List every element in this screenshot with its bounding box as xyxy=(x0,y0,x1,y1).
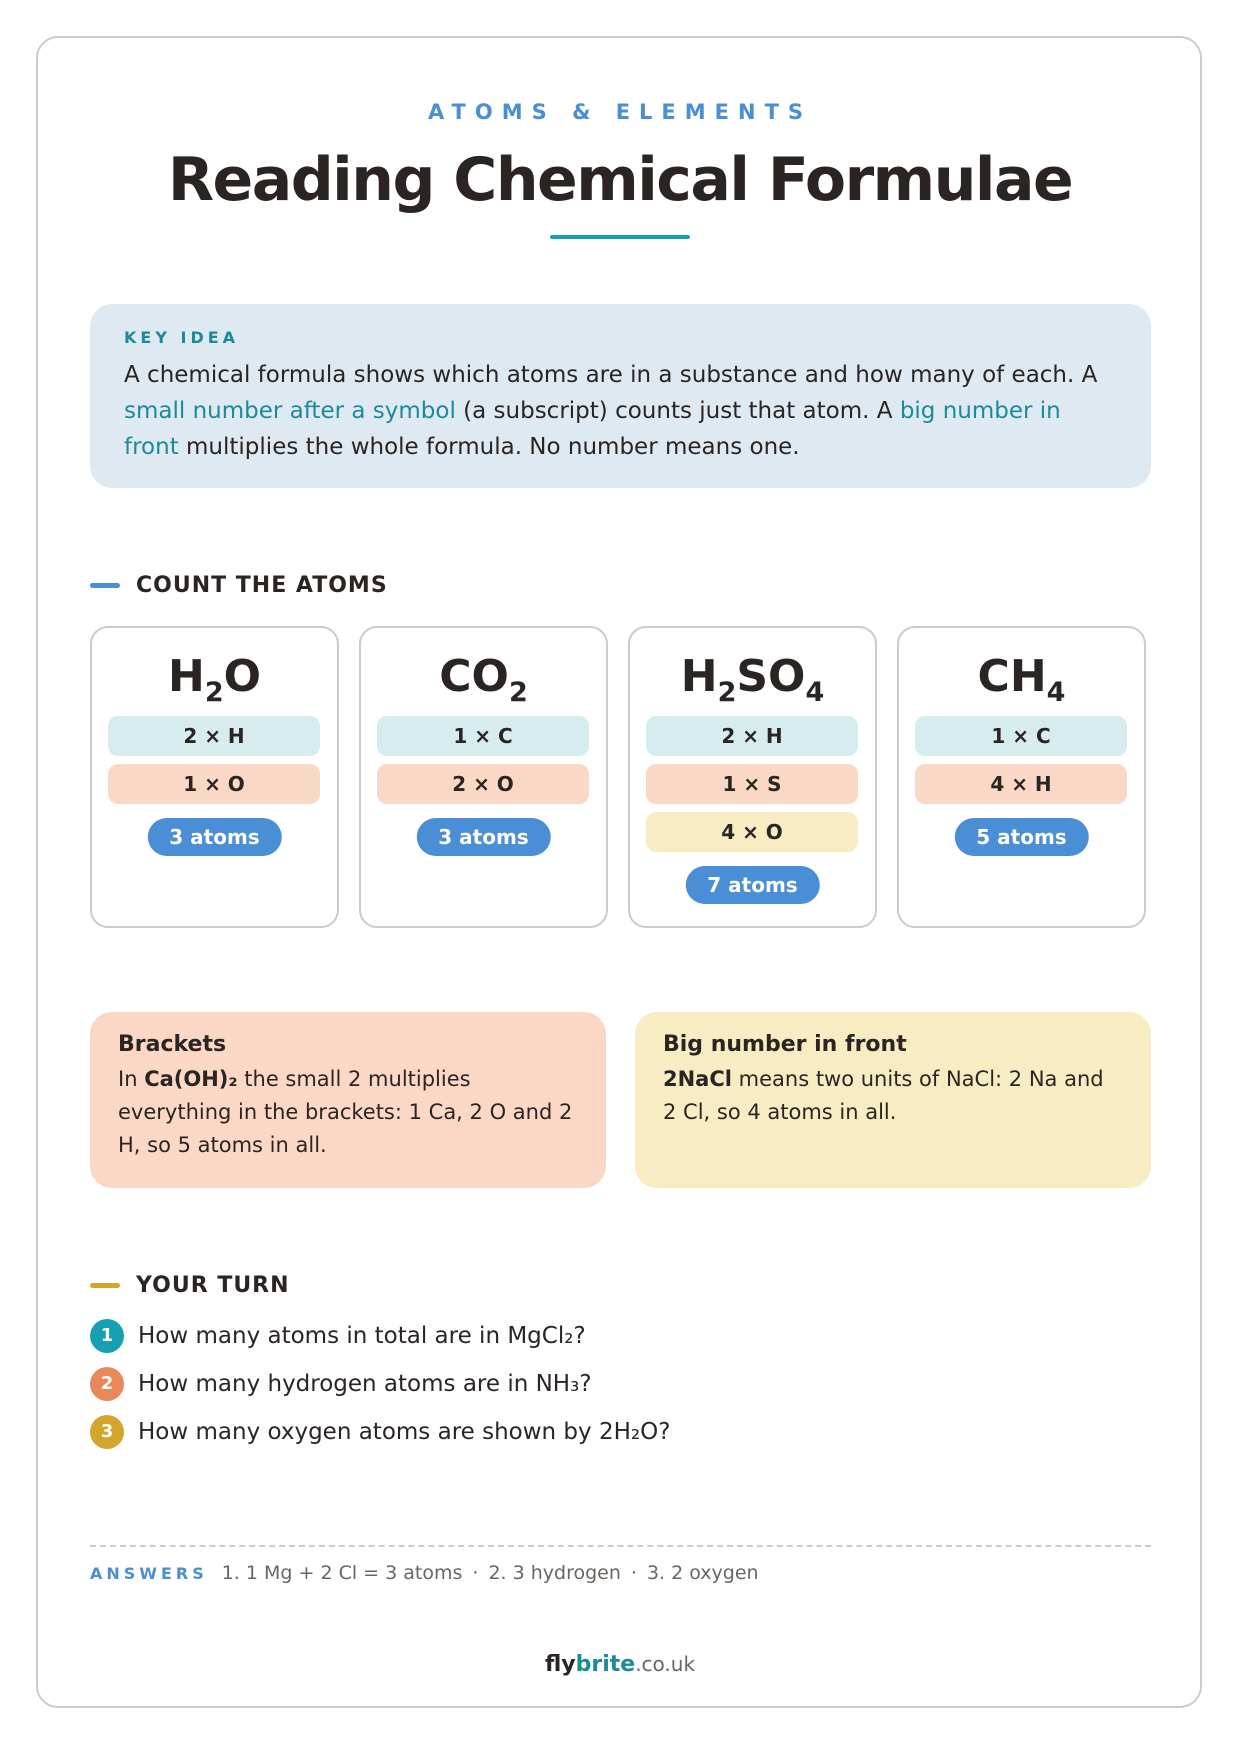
formula-part: CO xyxy=(439,651,509,702)
formula-part: O xyxy=(223,651,262,702)
brand-part: fly xyxy=(544,1652,576,1677)
atom-count-row: 4 × H xyxy=(915,764,1127,804)
formula-card-h2so4 xyxy=(628,626,877,928)
brand-domain: .co.uk xyxy=(635,1652,696,1676)
brackets-text-pre: In xyxy=(118,1067,145,1091)
page-kicker: ATOMS & ELEMENTS xyxy=(427,100,813,124)
total-atoms-badge: 3 atoms xyxy=(147,818,281,856)
key-idea-box xyxy=(90,304,1151,488)
total-atoms-badge: 5 atoms xyxy=(954,818,1088,856)
formula xyxy=(361,650,606,708)
answer-separator: · xyxy=(630,1562,637,1584)
key-idea-text-2: (a subscript) counts just that atom. A xyxy=(455,398,900,424)
big-number-box xyxy=(635,1012,1151,1188)
formula xyxy=(92,650,337,708)
answer-separator: · xyxy=(472,1562,479,1584)
question-number-icon: 3 xyxy=(90,1415,124,1449)
brackets-title: Brackets xyxy=(118,1032,227,1057)
key-idea-highlight-coefficient: big number in front xyxy=(124,398,1061,460)
key-idea-text-1: A chemical formula shows which atoms are in a substance and how many of each. A xyxy=(124,362,1098,388)
formula-part: CH xyxy=(977,651,1047,702)
formula-subscript: 2 xyxy=(204,677,224,708)
your-turn-title: YOUR TURN xyxy=(136,1272,290,1298)
question-text: How many hydrogen atoms are in NH₃? xyxy=(138,1371,592,1397)
formula-part: SO xyxy=(736,651,806,702)
count-atoms-title: COUNT THE ATOMS xyxy=(136,572,388,598)
big-number-formula: 2NaCl xyxy=(663,1067,732,1091)
brackets-text-body: the small 2 multiplies everything in the brackets: 1 Ca, 2 O and 2 H, so 5 atoms in all. xyxy=(118,1067,573,1157)
atom-count-row: 2 × O xyxy=(377,764,589,804)
formula-card-co2 xyxy=(359,626,608,928)
key-idea-highlight-subscript: small number after a symbol xyxy=(124,398,456,424)
answers-label: ANSWERS xyxy=(90,1563,208,1583)
section-bar-icon xyxy=(90,1283,120,1288)
formula-subscript: 2 xyxy=(508,677,528,708)
key-idea-text xyxy=(124,357,1117,465)
formula-card-h2o xyxy=(90,626,339,928)
question-text: How many oxygen atoms are shown by 2H₂O? xyxy=(138,1419,671,1445)
question-text: How many atoms in total are in MgCl₂? xyxy=(138,1323,586,1349)
big-number-title: Big number in front xyxy=(663,1032,907,1057)
title-underline xyxy=(550,235,690,239)
question-number-icon: 2 xyxy=(90,1367,124,1401)
formula-subscript: 4 xyxy=(805,677,825,708)
brackets-text xyxy=(118,1063,578,1162)
question-number-icon: 1 xyxy=(90,1319,124,1353)
atom-count-row: 1 × S xyxy=(646,764,858,804)
answers-divider xyxy=(90,1545,1151,1547)
big-number-text-body: means two units of NaCl: 2 Na and 2 Cl, so 4 atoms in all. xyxy=(663,1067,1104,1124)
atom-count-row: 1 × C xyxy=(915,716,1127,756)
brand-logo xyxy=(0,1652,1240,1677)
formula xyxy=(899,650,1144,708)
question-item xyxy=(90,1414,670,1450)
formula-subscript: 2 xyxy=(717,677,737,708)
key-idea-label: KEY IDEA xyxy=(124,328,240,347)
formula-part: H xyxy=(167,651,205,702)
count-atoms-heading xyxy=(90,570,388,600)
atom-count-row: 4 × O xyxy=(646,812,858,852)
big-number-text xyxy=(663,1063,1123,1129)
page-title: Reading Chemical Formulae xyxy=(167,145,1073,215)
atom-count-row: 1 × O xyxy=(108,764,320,804)
key-idea-text-3: multiplies the whole formula. No number means one. xyxy=(178,434,800,460)
answer-1: 1. 1 Mg + 2 Cl = 3 atoms xyxy=(221,1562,463,1584)
total-atoms-badge: 7 atoms xyxy=(685,866,819,904)
formula-subscript: 4 xyxy=(1046,677,1066,708)
brackets-box xyxy=(90,1012,606,1188)
formula xyxy=(630,650,875,708)
question-item xyxy=(90,1366,592,1402)
atom-count-row: 1 × C xyxy=(377,716,589,756)
atom-count-row: 2 × H xyxy=(646,716,858,756)
brackets-formula: Ca(OH)₂ xyxy=(144,1067,238,1091)
your-turn-heading xyxy=(90,1270,290,1300)
answers-line xyxy=(90,1562,759,1584)
formula-card-ch4 xyxy=(897,626,1146,928)
question-item xyxy=(90,1318,586,1354)
formula-part: H xyxy=(680,651,718,702)
total-atoms-badge: 3 atoms xyxy=(416,818,550,856)
brand-part: brite xyxy=(575,1652,636,1677)
atom-count-row: 2 × H xyxy=(108,716,320,756)
answer-3: 3. 2 oxygen xyxy=(646,1562,759,1584)
section-bar-icon xyxy=(90,583,120,588)
answer-2: 2. 3 hydrogen xyxy=(488,1562,621,1584)
